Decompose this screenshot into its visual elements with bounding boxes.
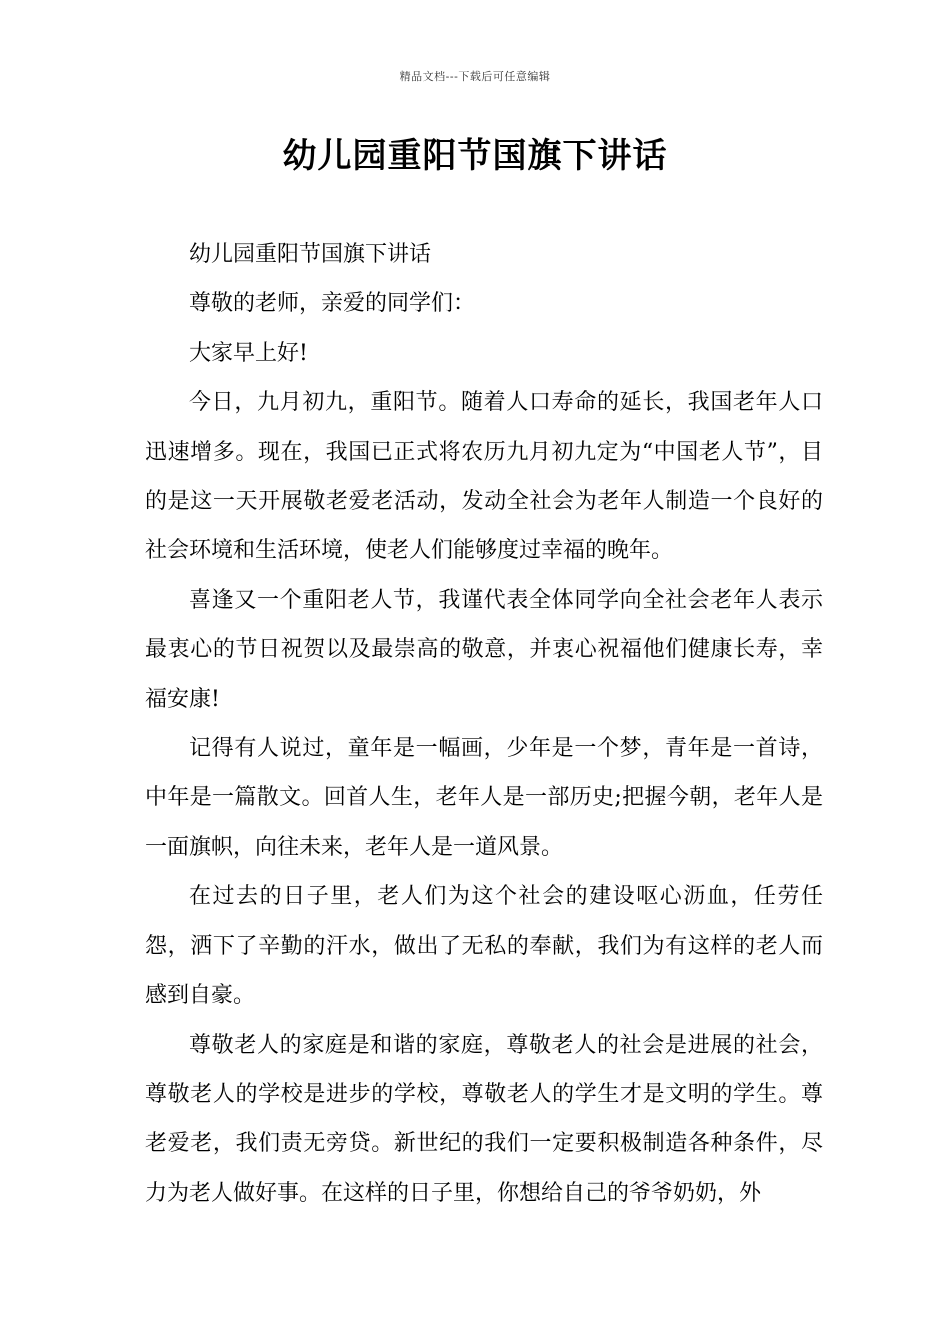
paragraph: 在过去的日子里，老人们为这个社会的建设呕心沥血，任劳任怨，洒下了辛勤的汗水，做出了无私的奉献，我们为有这样的老人而感到自豪。 bbox=[145, 884, 823, 1009]
paragraph-greeting: 尊敬的老师，亲爱的同学们： bbox=[189, 291, 476, 317]
document-body bbox=[145, 230, 823, 1218]
document-title: 幼儿园重阳节国旗下讲话 bbox=[282, 136, 668, 176]
paragraph-morning: 大家早上好! bbox=[189, 340, 308, 366]
paragraph: 今日，九月初九，重阳节。随着人口寿命的延长，我国老年人口迅速增多。现在，我国已正式将农历九月初九定为“中国老人节”，目的是这一天开展敬老爱老活动，发动全社会为老年人制造一个良好的社会环境和生活环境，使老人们能够度过幸福的晚年。 bbox=[145, 390, 823, 564]
header-note: 精品文档---下载后可任意编辑 bbox=[399, 70, 551, 83]
paragraph: 尊敬老人的家庭是和谐的家庭，尊敬老人的社会是进展的社会，尊敬老人的学校是进步的学校，尊敬老人的学生才是文明的学生。尊老爱老，我们责无旁贷。新世纪的我们一定要积极制造各种条件，尽力为老人做好事。在这样的日子里，你想给自己的爷爷奶奶，外 bbox=[145, 1032, 823, 1206]
paragraph: 记得有人说过，童年是一幅画，少年是一个梦，青年是一首诗，中年是一篇散文。回首人生，老年人是一部历史;把握今朝，老年人是一面旗帜，向往未来，老年人是一道风景。 bbox=[145, 736, 823, 860]
paragraph: 喜逢又一个重阳老人节，我谨代表全体同学向全社会老年人表示最衷心的节日祝贺以及最崇高的敬意，并衷心祝福他们健康长寿，幸福安康! bbox=[145, 587, 823, 712]
paragraph-subtitle: 幼儿园重阳节国旗下讲话 bbox=[189, 242, 432, 267]
